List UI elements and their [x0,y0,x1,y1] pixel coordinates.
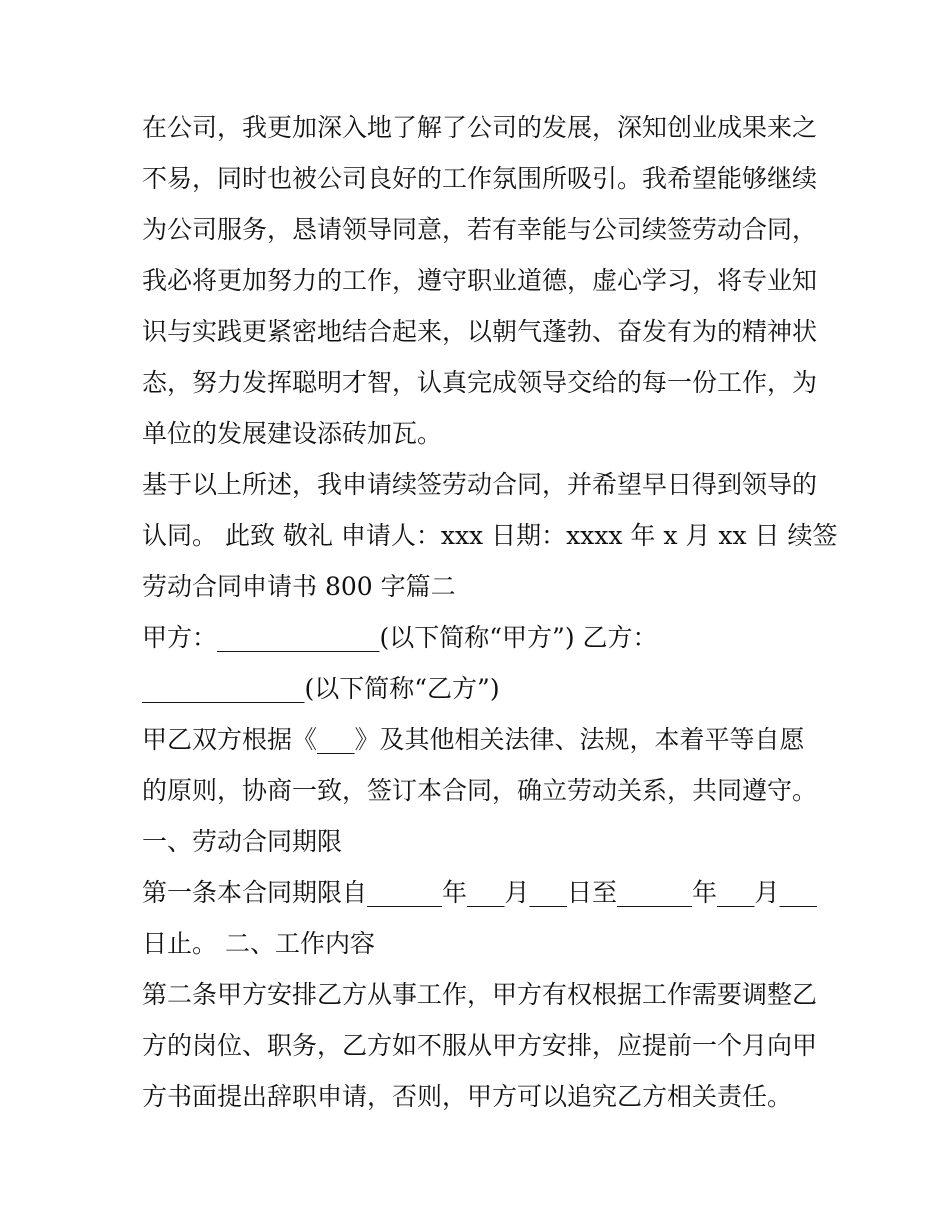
text-line-18: 第二条甲方安排乙方从事工作，甲方有权根据工作需要调整乙 [142,980,818,1009]
text-line-20: 方书面提出辞职申请，否则，甲方可以追究乙方相关责任。 [142,1082,793,1111]
text-line-14: 的原则，协商一致，签订本合同，确立劳动关系，共同遵守。 [142,776,818,805]
text-line-4: 我必将更加努力的工作，遵守职业道德，虚心学习，将专业知 [142,266,818,295]
text-line-7: 单位的发展建设添砖加瓦。 [142,419,443,448]
text-line-10: 劳动合同申请书 800 字篇二 [142,572,456,601]
text-line-3: 为公司服务，恳请领导同意，若有幸能与公司续签劳动合同， [142,215,818,244]
document-body [142,102,838,1122]
text-line-13: 甲乙双方根据《___》及其他相关法律、法规，本着平等自愿 [142,725,805,754]
text-line-12: _____________(以下简称“乙方”) [142,674,500,703]
text-line-5: 识与实践更紧密地结合起来，以朝气蓬勃、奋发有为的精神状 [142,317,818,346]
text-line-2: 不易，同时也被公司良好的工作氛围所吸引。我希望能够继续 [142,164,818,193]
text-line-11: 甲方：_____________(以下简称“甲方”) 乙方： [142,623,658,652]
section-heading-1: 一、劳动合同期限 [142,827,343,856]
text-line-8: 基于以上所述，我申请续签劳动合同，并希望早日得到领导的 [142,470,818,499]
text-line-16: 第一条本合同期限自______年___月___日至______年___月___ [142,878,818,907]
text-line-17: 日止。 二、工作内容 [142,929,375,958]
text-line-1: 在公司，我更加深入地了解了公司的发展，深知创业成果来之 [142,113,818,142]
text-line-9: 认同。 此致 敬礼 申请人：xxx 日期：xxxx 年 x 月 xx 日 续签 [142,521,838,550]
text-line-6: 态，努力发挥聪明才智，认真完成领导交给的每一份工作，为 [142,368,818,397]
text-line-19: 方的岗位、职务，乙方如不服从甲方安排，应提前一个月向甲 [142,1031,818,1060]
